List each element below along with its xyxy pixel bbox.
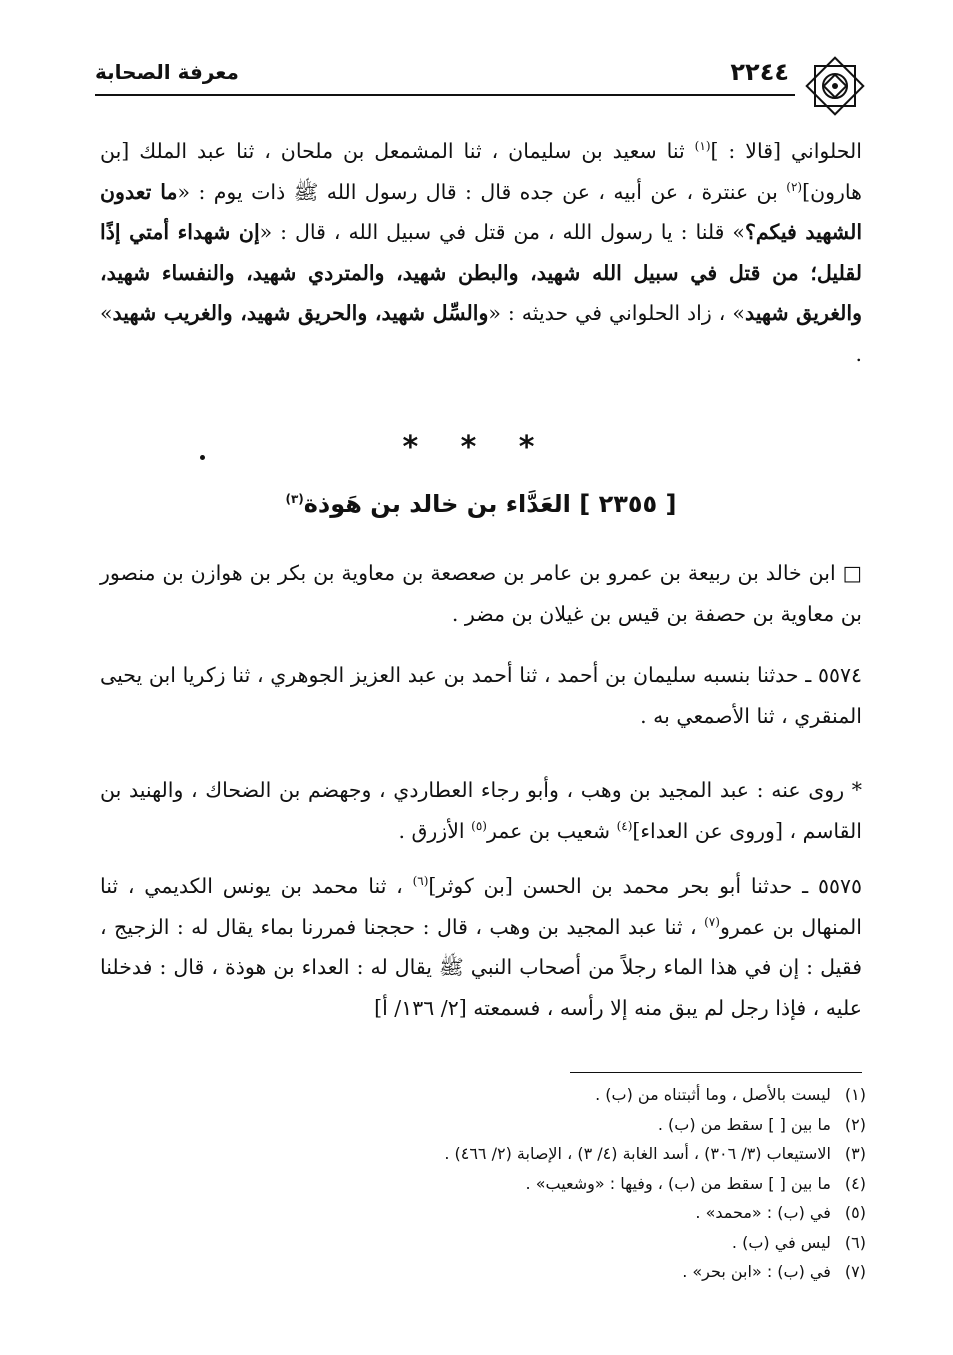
running-title: معرفة الصحابة (95, 60, 239, 84)
footnote-item (100, 1080, 866, 1110)
footnote-text: ما بين [ ] سقط من (ب) ، وفيها : «وشعيب» . (525, 1173, 831, 1193)
octagram-ornament-icon (803, 54, 867, 118)
text-run: الأزرق . (398, 818, 472, 843)
text-run: ٥٥٧٥ ـ حدثنا أبو بحر محمد بن الحسن [بن كوثر] (428, 874, 862, 898)
footnote-item (100, 1257, 866, 1287)
footnote-ref-7: (٧) (704, 914, 720, 929)
footnote-text: في (ب) : «محمد» . (695, 1203, 831, 1222)
entry-heading (100, 490, 862, 518)
footnote-ref-1: (١) (694, 139, 711, 154)
footnote-ref-6: (٦) (412, 874, 429, 889)
footnote-text: ما بين [ ] سقط من (ب) . (657, 1114, 831, 1134)
footnote-ref-5: (٥) (471, 818, 487, 833)
hadith-quote: والسِّل شهيد، والحريق شهيد، والغريب شهيد (112, 301, 489, 325)
footnote-item (100, 1198, 866, 1228)
entry-title: العَدَّاء بن خالد بن هَوذة (303, 490, 571, 518)
lineage-text: □ ابن خالد بن ربيعة بن عمرو بن عامر بن صعصعة بن معاوية بن بكر بن هوازن بن منصور بن معاوية بن حصفة بن قيس بن غيلان بن مضر . (100, 561, 862, 626)
footnote-number: (٧) (844, 1262, 866, 1281)
text-run: ، ثنا محمد بن يونس الكديمي ، ثنا المنهال بن عمرو (100, 874, 862, 939)
footnote-number: (٢) (844, 1114, 866, 1134)
section-separator-stars: * * * (402, 430, 551, 465)
footnote-number: (٥) (844, 1203, 866, 1222)
text-run: شعيب بن عمر (486, 818, 617, 843)
footnote-item (100, 1110, 866, 1140)
text-run: الحلواني [قالا : ] (710, 139, 862, 163)
footnote-ref-4: (٤) (616, 818, 633, 833)
hadith-5574 (100, 655, 862, 736)
text-run: بن عنترة ، عن أبيه ، عن جده قال : قال رسول الله ﷺ ذات يوم : « (177, 179, 787, 204)
footnote-text: في (ب) : «ابن بحر» . (682, 1262, 831, 1281)
text-run: ثنا سعيد بن سليمان ، ثنا المشمعل بن ملحان ، ثنا عبد الملك [بن هارون] (100, 139, 862, 204)
footnotes (100, 1080, 866, 1287)
entry-number: [ ٢٣٥٥ ] (579, 490, 677, 518)
footnote-item (100, 1228, 866, 1258)
footnote-item (100, 1169, 866, 1199)
intro-paragraph (100, 131, 862, 374)
footnote-number: (٣) (844, 1144, 866, 1163)
footnote-text: ليست بالأصل ، وما أثبتناه من (ب) . (595, 1085, 831, 1104)
page-number: ٢٢٤٤ (730, 58, 789, 86)
footnote-text: الاستيعاب (٣/ ٣٠٦) ، أسد الغابة (٤/ ٣) ، الإصابة (٢/ ٤٦٦) . (444, 1144, 831, 1163)
hadith-5574-text: ٥٥٧٤ ـ حدثنا بنسبه سليمان بن أحمد ، ثنا أحمد بن عبد العزيز الجوهري ، ثنا زكريا ابن يحيى المنقري ، ثنا الأصمعي به . (100, 663, 862, 728)
footnote-number: (١) (844, 1085, 866, 1104)
footnote-number: (٦) (844, 1232, 866, 1252)
footnote-ref-3: (٣) (285, 492, 304, 506)
footnote-item (100, 1139, 866, 1169)
folio-marker: [٢/ ١٣٦/ أ] (374, 995, 467, 1020)
stray-dot (200, 455, 205, 460)
text-run: » . (100, 301, 862, 366)
footnote-text: ليس في (ب) . (731, 1232, 831, 1252)
header-rule (95, 94, 795, 96)
narrators-paragraph (100, 770, 862, 851)
text-run: » ، زاد الحلواني في حديثه : « (488, 301, 745, 325)
hadith-quote: إن شهداء أمتي إذًا لقليل؛ من قتل في سبيل الله شهيد، والبطن شهيد، والمتردي شهيد، والنفساء شهيد، والغريق شهيد (100, 220, 862, 325)
footnote-number: (٤) (844, 1173, 866, 1193)
footnote-rule (570, 1072, 862, 1073)
text-run: ، ثنا عبد المجيد بن وهب ، قال : حججنا فمررنا بماء يقال له : الزجيج ، فقيل : إن في هذا الماء رجلاً من أصحاب النبي ﷺ يقال له : العداء بن هوذة ، قال : فدخلنا عليه ، فإذا رجل لم يبق منه إلا رأسه ، فسمعته (100, 914, 862, 1020)
hadith-quote: ما تعدون الشهيد فيكم؟ (100, 179, 863, 244)
lineage-paragraph (100, 553, 862, 634)
text-run: » قلنا : يا رسول الله ، من قتل في سبيل الله ، قال : « (259, 220, 745, 244)
hadith-5575 (100, 866, 862, 1028)
footnote-ref-2: (٢) (786, 179, 803, 194)
text-run: * روى عنه : عبد المجيد بن وهب ، وأبو رجاء العطاردي ، وجهضم بن الضحاك ، والهنيد بن القاسم ، [وروى عن العداء] (100, 778, 862, 843)
